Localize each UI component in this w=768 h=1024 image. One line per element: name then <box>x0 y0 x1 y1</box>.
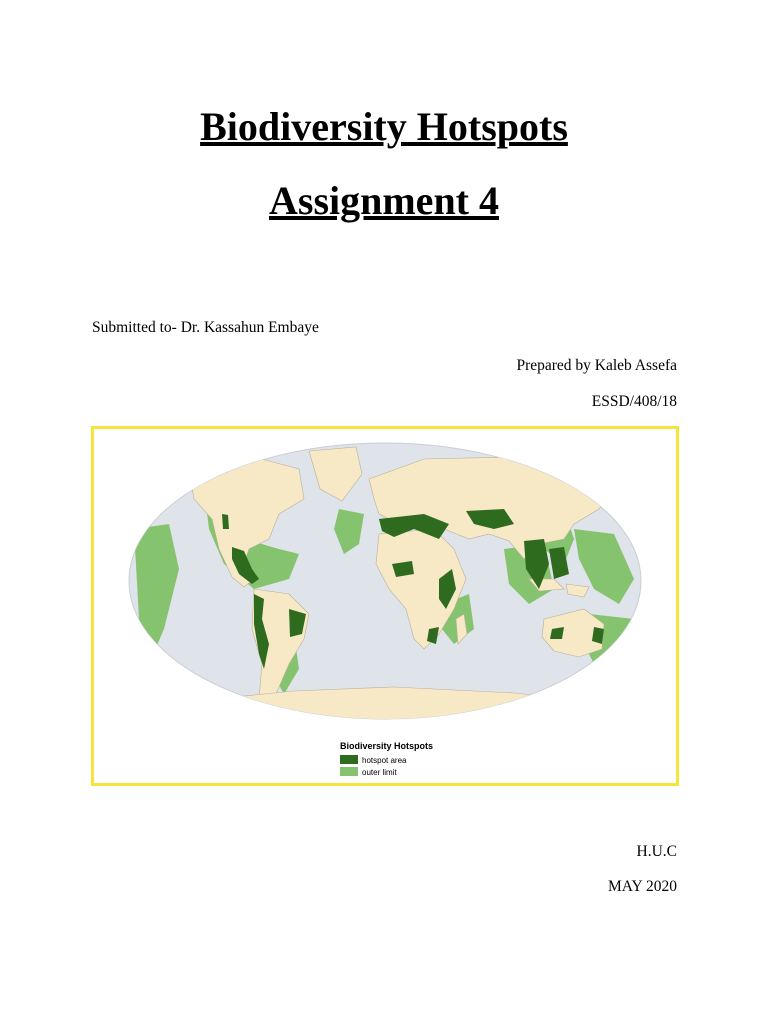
hotspot-map-figure <box>91 426 679 786</box>
student-id: ESSD/408/18 <box>591 393 677 410</box>
world-map <box>94 429 676 783</box>
legend-label-hotspot: hotspot area <box>362 756 407 765</box>
title-line-2: Assignment 4 <box>268 178 500 223</box>
submission-date: MAY 2020 <box>607 878 677 895</box>
institution: H.U.C <box>636 843 677 860</box>
legend-title: Biodiversity Hotspots <box>340 741 434 751</box>
legend-swatch-outer <box>340 767 358 776</box>
map-legend <box>340 741 433 777</box>
prepared-by: Prepared by Kaleb Assefa <box>516 357 677 374</box>
title-line-1: Biodiversity Hotspots <box>200 104 568 149</box>
legend-label-outer: outer limit <box>362 768 397 777</box>
legend-swatch-hotspot <box>340 755 358 764</box>
submitted-to: Submitted to- Dr. Kassahun Embaye <box>92 319 319 336</box>
